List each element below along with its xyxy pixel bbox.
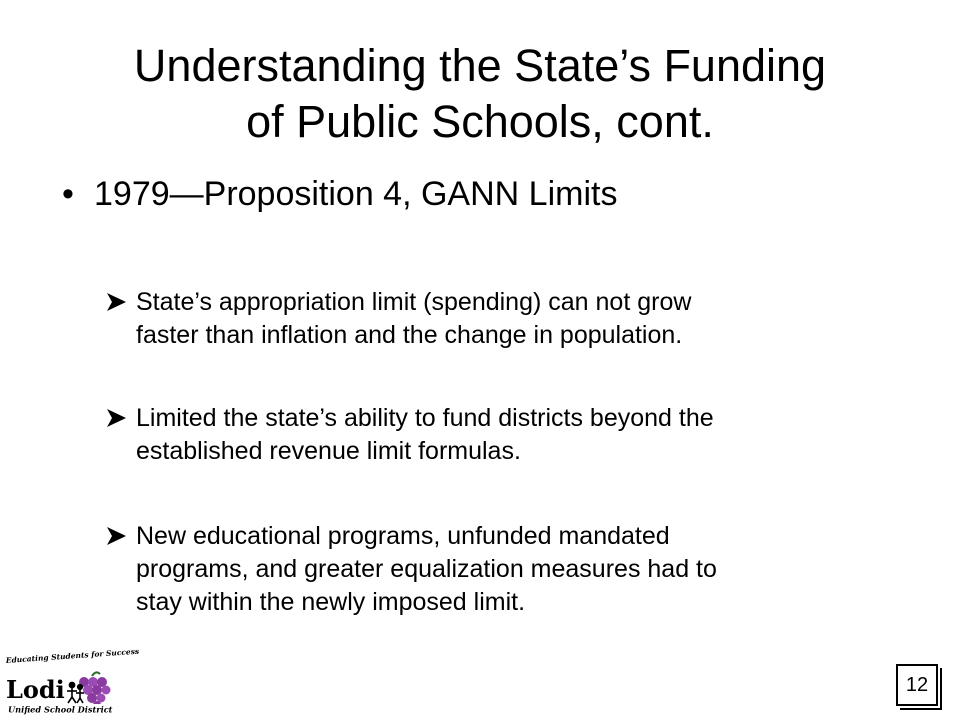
sub-bullet-1-line-1: State’s appropriation limit (spending) can not grow [136,288,692,316]
sub-bullet-3 [104,520,904,619]
sub-bullet-3-line-1: New educational programs, unfunded mandated [136,522,670,550]
sub-bullet-1 [104,286,904,352]
sub-bullet-3-line-2: programs, and greater equalization measures had to [136,555,717,583]
sub-bullet-1-line-2: faster than inflation and the change in population. [136,321,683,349]
page-number: 12 [896,664,938,706]
svg-text:Lodi: Lodi [6,675,65,704]
arrow-bullet-icon [104,522,132,550]
slide-title [60,38,900,150]
sub-bullet-2-line-1: Limited the state’s ability to fund districts beyond the [136,404,714,432]
main-bullet-text: 1979—Proposition 4, GANN Limits [94,175,618,213]
arrow-bullet-icon [104,404,132,432]
sub-bullet-3-line-3: stay within the newly imposed limit. [136,588,526,616]
sub-bullet-2 [104,402,904,468]
svg-text:Unified School District: Unified School District [8,704,113,715]
svg-text:Educating Students for Success: Educating Students for Success [5,646,140,665]
sub-bullet-2-line-2: established revenue limit formulas. [136,437,521,465]
children-figures-icon [67,682,84,703]
slide-title-line-1: Understanding the State’s Funding [133,40,827,91]
grapes-icon [79,672,111,709]
lodi-usd-logo [4,646,140,716]
bullet-dot-icon: • [62,175,74,213]
arrow-bullet-icon [104,288,132,316]
slide-title-line-2: of Public Schools, cont. [246,96,714,147]
